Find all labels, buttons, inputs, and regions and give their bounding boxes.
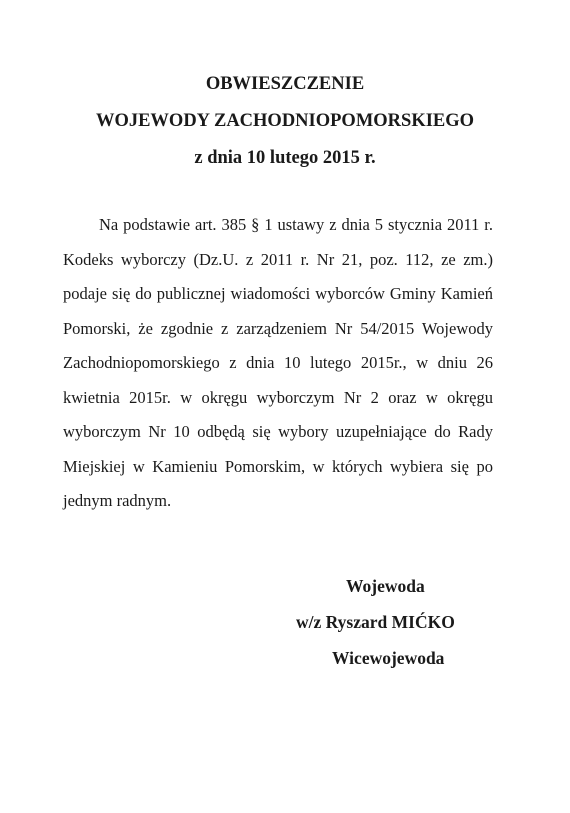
signature-role: Wicewojewoda bbox=[332, 648, 445, 668]
signature-title: Wojewoda bbox=[346, 576, 425, 596]
document-header bbox=[0, 66, 570, 177]
signature-name: w/z Ryszard MIĆKO bbox=[296, 612, 455, 632]
header-title: OBWIESZCZENIE bbox=[205, 74, 365, 94]
header-date: z dnia 10 lutego 2015 r. bbox=[194, 148, 376, 168]
header-issuer: WOJEWODY ZACHODNIOPOMORSKIEGO bbox=[95, 111, 475, 131]
signature-block bbox=[296, 568, 506, 676]
body-paragraph: Na podstawie art. 385 § 1 ustawy z dnia 5 stycznia 2011 r. Kodeks wyborczy (Dz.U. z 2011 r. Nr 21, poz. 112, ze zm.) podaje się do publicznej wiadomości wyborców Gminy Kamień Pomorski, że zgodnie z zarządzeniem Nr 54/2015 Wojewody Zachodniopomorskiego z dnia 10 lutego 2015r., w dniu 26 kwietnia 2015r. w okręgu wyborczym Nr 2 oraz w okręgu wyborczym Nr 10 odbędą się wybory uzupełniające do Rady Miejskiej w Kamieniu Pomorskim, w których wybiera się po jednym radnym. bbox=[63, 215, 493, 510]
